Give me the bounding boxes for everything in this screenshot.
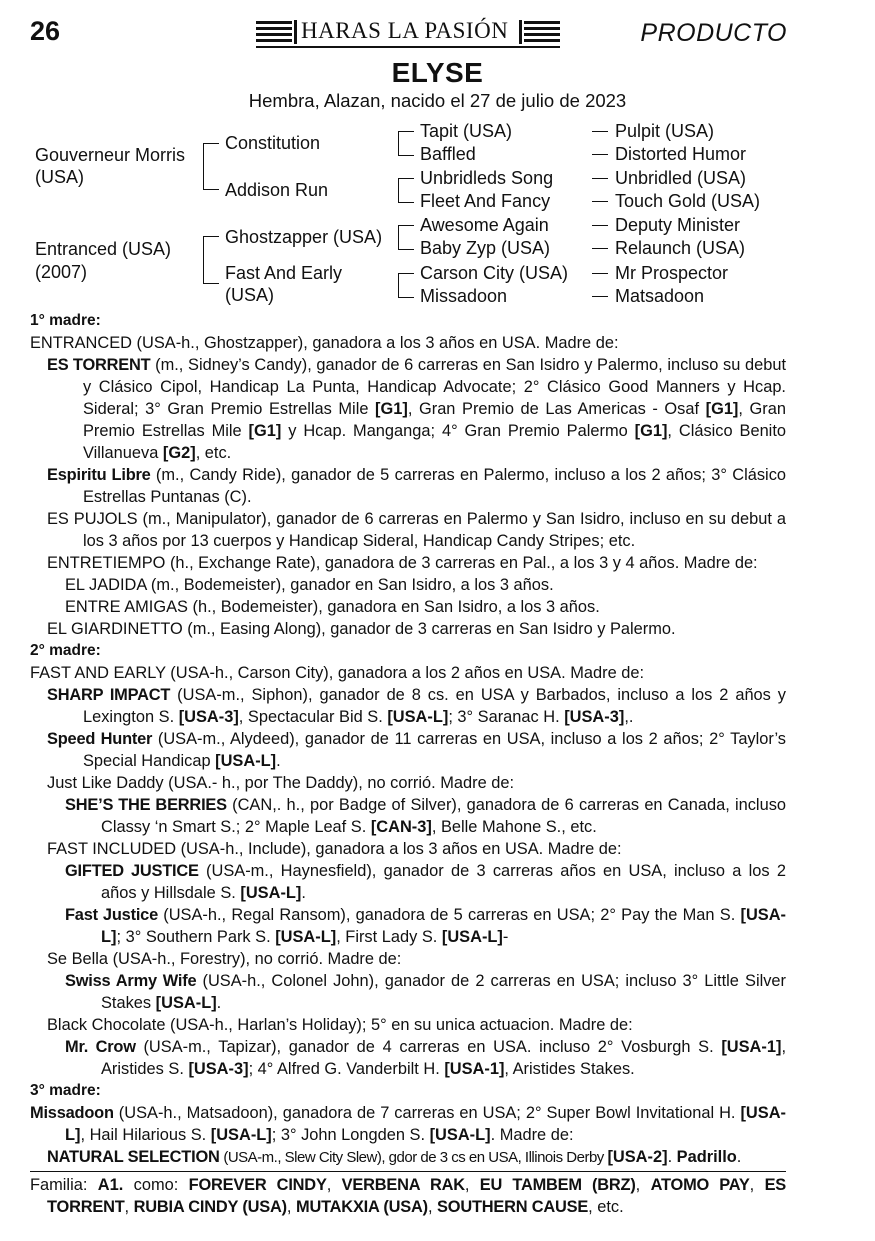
pedigree-g3: Baffled <box>420 144 476 164</box>
pedigree-g4: Pulpit (USA) <box>615 121 715 141</box>
pedigree-g2: Ghostzapper (USA) <box>225 227 383 247</box>
grand-offspring-entry: Mr. Crow (USA-m., Tapizar), ganador de 4 carreras en USA. incluso 2° Vosburgh S. [USA-1], Aristides S. [USA-3]; 4° Alfred G. Vanderbilt H. [USA-1], Aristides Stakes. <box>65 1038 786 1078</box>
grand-offspring-entry: SHE’S THE BERRIES (CAN,. h., por Badge of Silver), ganadora de 6 carreras en Canada, incluso Classy ‘n Smart S.; 2° Maple Leaf S. [CAN-3], Belle Mahone S., etc. <box>65 796 787 836</box>
offspring-entry: ES TORRENT (m., Sidney’s Candy), ganador de 6 carreras en San Isidro y Palermo, incluso su debut y Clásico Cipol, Handicap La Punta, Handicap Advocate; 2° Clásico Good Manners y Hcap. Sideral; 3° Gran Premio Estrellas Mile [G1], Gran Premio de Las Americas - Osaf [G1], Gran Premio Estrellas Mile [G1] y Hcap. Manganga; 4° Gran Premio Palermo [G1], Clásico Benito Villanueva [G2], etc. <box>47 356 787 462</box>
offspring-entry: ES PUJOLS (m., Manipulator), ganador de 6 carreras en Palermo y San Isidro, incluso en su debut a los 3 años por 13 cuerpos y Handicap Sideral, Handicap Candy Stripes; etc. <box>47 510 786 550</box>
section-heading: 2° madre: <box>30 642 101 659</box>
grand-offspring-entry: ENTRE AMIGAS (h., Bodemeister), ganadora en San Isidro, a los 3 años. <box>65 598 600 616</box>
offspring-entry: Speed Hunter (USA-m., Alydeed), ganador de 11 carreras en USA, incluso a los 2 años; 2° Taylor’s Special Handicap [USA-L]. <box>47 730 786 770</box>
offspring-entry: FAST INCLUDED (USA-h., Include), ganadora a los 3 años en USA. Madre de: <box>47 840 622 858</box>
family-line: Familia: A1. como: FOREVER CINDY, VERBENA RAK, EU TAMBEM (BRZ), ATOMO PAY, ES TORRENT, RUBIA CINDY (USA), MUTAKXIA (USA), SOUTHERN CAUSE, etc. <box>30 1176 787 1217</box>
page-number: 26 <box>30 16 61 46</box>
pedigree-g4: Touch Gold (USA) <box>615 191 761 211</box>
divider <box>30 1171 786 1172</box>
pedigree-g4: Relaunch (USA) <box>615 238 746 258</box>
offspring-entry: Black Chocolate (USA-h., Harlan’s Holiday); 5° en su unica actuacion. Madre de: <box>47 1016 633 1034</box>
pedigree-g4: Distorted Humor <box>615 144 747 164</box>
dam-year: (2007) <box>35 262 88 282</box>
horse-description: Hembra, Alazan, nacido el 27 de julio de 2023 <box>248 90 627 111</box>
pedigree-g3: Carson City (USA) <box>420 263 569 283</box>
grand-offspring-entry: EL JADIDA (m., Bodemeister), ganador en San Isidro, a los 3 años. <box>65 576 554 594</box>
pedigree-g2: Addison Run <box>225 180 329 200</box>
sire-name: Gouverneur Morris <box>35 145 186 165</box>
dam-entry: FAST AND EARLY (USA-h., Carson City), ganadora a los 2 años en USA. Madre de: <box>30 664 645 682</box>
pedigree-g4: Deputy Minister <box>615 215 741 235</box>
grand-offspring-entry: GIFTED JUSTICE (USA-m., Haynesfield), ganador de 3 carreras años en USA, incluso a los 2 años y Hillsdale S. [USA-L]. <box>65 862 786 902</box>
produce-record <box>30 310 786 1218</box>
offspring-entry: Se Bella (USA-h., Forestry), no corrió. Madre de: <box>47 950 402 968</box>
horse-name: ELYSE <box>391 57 484 88</box>
offspring-entry: Just Like Daddy (USA.- h., por The Daddy), no corrió. Madre de: <box>47 774 515 792</box>
dam-name: Entranced (USA) <box>35 239 172 259</box>
pedigree-g3: Fleet And Fancy <box>420 191 551 211</box>
dam-entry: Missadoon (USA-h., Matsadoon), ganadora de 7 carreras en USA; 2° Super Bowl Invitational H. [USA-L], Hail Hilarious S. [USA-L]; 3° John Longden S. [USA-L]. Madre de: <box>30 1104 786 1144</box>
section-heading: 1° madre: <box>30 312 101 329</box>
grand-offspring-entry: Fast Justice (USA-h., Regal Ransom), ganadora de 5 carreras en USA; 2° Pay the Man S. [USA-L]; 3° Southern Park S. [USA-L], First Lady S. [USA-L]- <box>65 906 787 946</box>
brand-header <box>256 18 560 48</box>
pedigree-g3: Unbridleds Song <box>420 168 554 188</box>
pedigree-g4: Unbridled (USA) <box>615 168 747 188</box>
section-heading: 3° madre: <box>30 1082 101 1099</box>
offspring-entry: EL GIARDINETTO (m., Easing Along), ganador de 3 carreras en San Isidro y Palermo. <box>47 620 676 638</box>
grand-offspring-entry: Swiss Army Wife (USA-h., Colonel John), ganador de 2 carreras en USA; incluso 3° Little Silver Stakes [USA-L]. <box>65 972 786 1012</box>
sire-origin: (USA) <box>35 167 84 187</box>
header-bars-right-icon <box>524 21 560 45</box>
pedigree-g3: Awesome Again <box>420 215 549 235</box>
offspring-entry: SHARP IMPACT (USA-m., Siphon), ganador de 8 cs. en USA y Barbados, incluso a los 2 años y Lexington S. [USA-3], Spectacular Bid S. [USA-L]; 3° Saranac H. [USA-3],. <box>47 686 786 726</box>
offspring-entry: Espiritu Libre (m., Candy Ride), ganador de 5 carreras en Palermo, incluso a los 2 años; 3° Clásico Estrellas Puntanas (C). <box>47 466 787 506</box>
pedigree-g3: Missadoon <box>420 286 508 306</box>
pedigree-g2: Constitution <box>225 133 321 153</box>
pedigree-g2: (USA) <box>225 285 274 305</box>
offspring-entry: ENTRETIEMPO (h., Exchange Rate), ganadora de 3 carreras en Pal., a los 3 y 4 años. Madre de: <box>47 554 758 572</box>
section-label: PRODUCTO <box>640 19 787 47</box>
header-bars-left-icon <box>256 21 292 45</box>
brand-name: HARAS LA PASIÓN <box>301 18 509 43</box>
pedigree-g3: Tapit (USA) <box>420 121 513 141</box>
pedigree-g3: Baby Zyp (USA) <box>420 238 551 258</box>
pedigree-g4: Matsadoon <box>615 286 705 306</box>
dam-entry: ENTRANCED (USA-h., Ghostzapper), ganadora a los 3 años en USA. Madre de: <box>30 334 619 352</box>
pedigree-g2: Fast And Early <box>225 263 343 283</box>
pedigree-g4: Mr Prospector <box>615 263 729 283</box>
offspring-entry: NATURAL SELECTION (USA-m., Slew City Slew), gdor de 3 cs en USA, Illinois Derby [USA-2]. Padrillo. <box>47 1148 742 1166</box>
